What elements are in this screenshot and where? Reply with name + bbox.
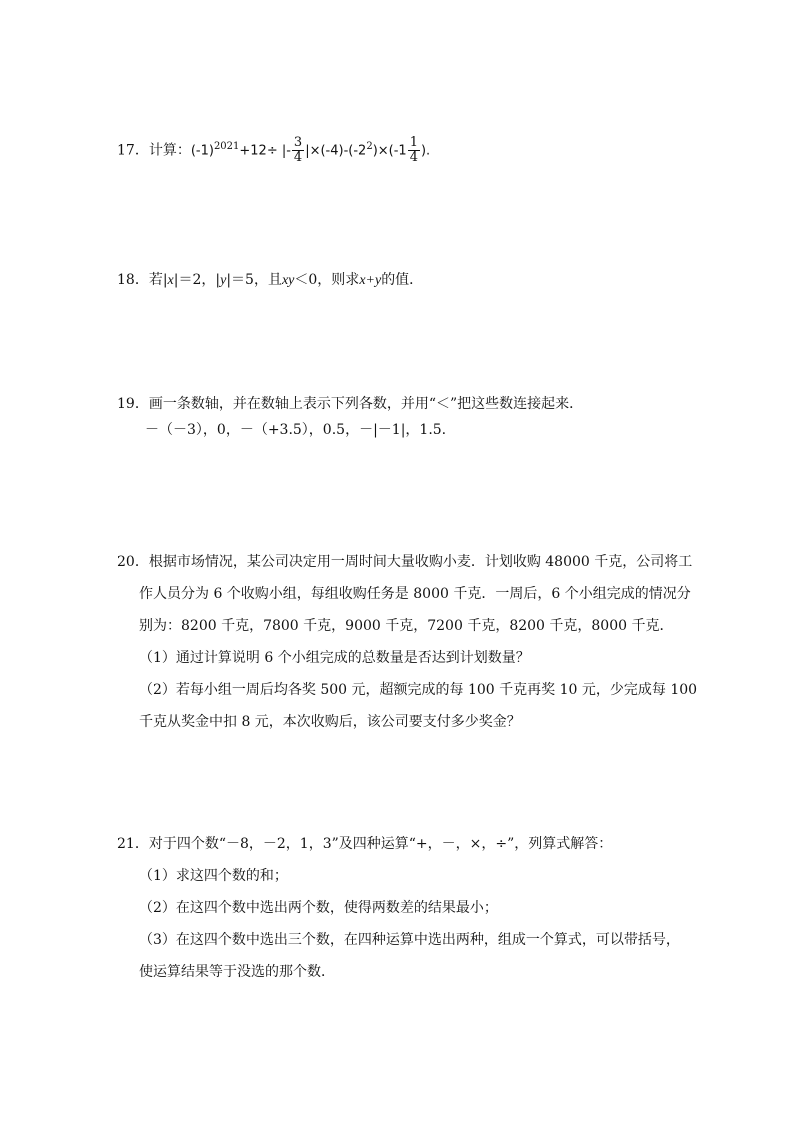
fraction xyxy=(408,136,420,165)
question-label: 计算： xyxy=(148,142,191,159)
fraction xyxy=(292,136,304,165)
number-list: －（－3），0，－（+3.5），0.5，－|－1|，1.5. xyxy=(145,422,447,438)
question-number: 20 xyxy=(117,554,135,570)
expression-xy: xy xyxy=(281,273,295,288)
question-number: 17 xyxy=(117,142,135,159)
question-text: 对于四个数“－8，－2，1，3”及四种运算“+，－，×，÷”，列算式解答： xyxy=(148,836,613,852)
fraction-numerator: 3 xyxy=(293,135,303,150)
text-fragment: ＜0，则求 xyxy=(294,272,360,288)
fraction-numerator: 1 xyxy=(409,135,418,150)
sub-question-2-continued: 千克从奖金中扣 8 元，本次收购后，该公司要支付多少奖金？ xyxy=(139,714,521,730)
question-17: 17．计算：$(-1)^{2021}+12\div$ |- $\frac{3}{4}$ $|\times(-4)-(-2^2)\times(-1$ $\frac{1}{4}$ ). xyxy=(117,135,431,165)
variable-y: y xyxy=(220,273,227,288)
question-18: 18．若|x|＝2，|y|＝5，且xy＜0，则求x+y的值． xyxy=(117,272,424,288)
expression-part: +12÷ |- xyxy=(239,143,291,159)
text-fragment: |＝2，| xyxy=(173,272,221,288)
expression-part: ). xyxy=(420,143,431,159)
fraction-denominator: 4 xyxy=(409,150,418,165)
text-fragment: |＝5，且 xyxy=(226,272,282,288)
fraction-denominator: 4 xyxy=(293,150,303,165)
exponent: 2 xyxy=(366,140,373,152)
expression-part: )×(-1 xyxy=(372,143,407,159)
text-fragment: 的值． xyxy=(381,272,424,288)
expression-part: (-1) xyxy=(190,143,214,159)
question-number: 19 xyxy=(117,396,135,412)
question-number: 18 xyxy=(117,272,135,288)
variable-x: x xyxy=(167,273,174,288)
question-text: 根据市场情况，某公司决定用一周时间大量收购小麦．计划收购 48000 千克，公司将工 xyxy=(148,554,693,570)
question-21: 21．对于四个数“－8，－2，1，3”及四种运算“+，－，×，÷”，列算式解答： （1）求这四个数的和； （2）在这四个数中选出两个数，使得两数差的结果最小； （3）在这四个数中选出三个数，在四种运算中选出两种，组成一个算式，可以带括号， 使运算结果等于没选的那个数． xyxy=(117,828,714,988)
question-text: 别为：8200 千克，7800 千克，9000 千克，7200 千克，8200 千克，8000 千克． xyxy=(139,618,674,634)
exponent: 2021 xyxy=(213,140,240,152)
text-fragment: 若| xyxy=(148,272,168,288)
question-20: 20．根据市场情况，某公司决定用一周时间大量收购小麦．计划收购 48000 千克，公司将工 作人员分为 6 个收购小组，每组收购任务是 8000 千克．一周后，6 个小组完成的情况分 别为：8200 千克，7800 千克，9000 千克，7200 千克，8200 千克，8000 千克． （1）通过计算说明 6 个小组完成的总数量是否达到计划数量？ （2）若每小组一周后均各奖 500 元，超额完成的每 100 千克再奖 10 元，少完成每 100 千克从奖金中扣 8 元，本次收购后，该公司要支付多少奖金？ xyxy=(117,546,714,738)
sub-question-2: （2）在这四个数中选出两个数，使得两数差的结果最小； xyxy=(139,900,498,916)
sub-question-1: （1）通过计算说明 6 个小组完成的总数量是否达到计划数量？ xyxy=(139,650,530,666)
question-number: 21 xyxy=(117,836,135,852)
sub-question-2: （2）若每小组一周后均各奖 500 元，超额完成的每 100 千克再奖 10 元，少完成每 100 xyxy=(139,682,698,698)
question-text: 作人员分为 6 个收购小组，每组收购任务是 8000 千克．一周后，6 个小组完成的情况分 xyxy=(139,586,691,602)
expression-x-plus-y: x+y xyxy=(359,273,382,288)
sub-question-3-continued: 使运算结果等于没选的那个数． xyxy=(139,964,335,980)
question-text: 画一条数轴，并在数轴上表示下列各数，并用“＜”把这些数连接起来． xyxy=(148,396,584,412)
expression-part: |×(-4)-(-2 xyxy=(305,143,367,159)
sub-question-1: （1）求这四个数的和； xyxy=(139,868,288,884)
sub-question-3: （3）在这四个数中选出三个数，在四种运算中选出两种，组成一个算式，可以带括号， xyxy=(139,932,680,948)
question-19: 19．画一条数轴，并在数轴上表示下列各数，并用“＜”把这些数连接起来． －（－3），0，－（+3.5），0.5，－|－1|，1.5. xyxy=(117,394,714,440)
